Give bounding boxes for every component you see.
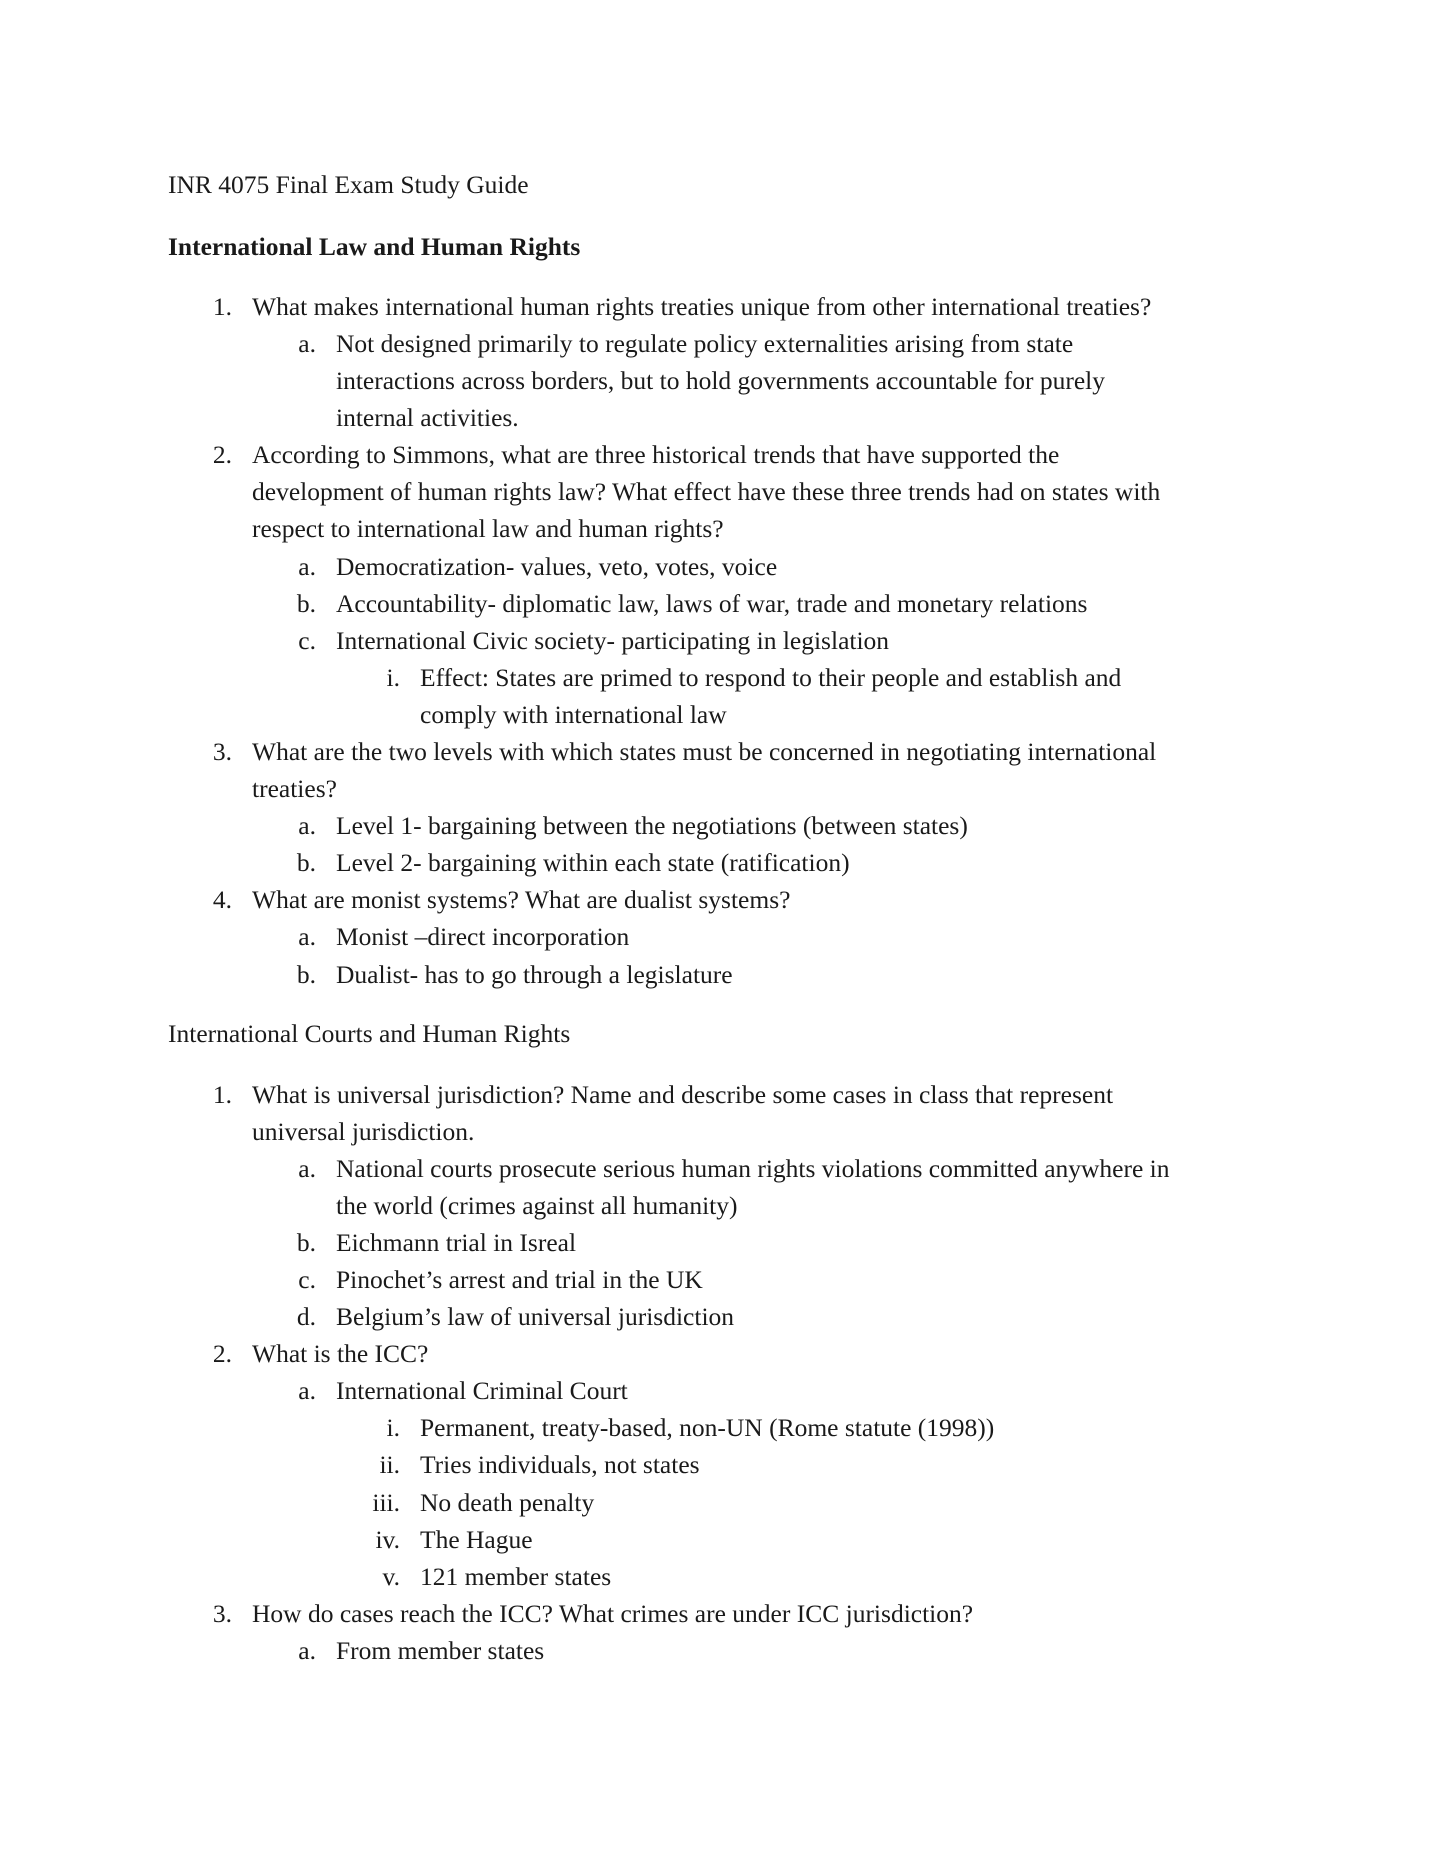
list-letter: a. bbox=[298, 1636, 316, 1665]
list-number: 2. bbox=[212, 440, 232, 469]
answer-text: National courts prosecute serious human rights violations committed anywhere in bbox=[336, 1154, 1170, 1183]
document-title: INR 4075 Final Exam Study Guide bbox=[168, 170, 529, 199]
list-letter: b. bbox=[296, 1228, 316, 1257]
answer-text: Belgium’s law of universal jurisdiction bbox=[336, 1302, 735, 1331]
answer-text: 121 member states bbox=[420, 1562, 612, 1591]
list-letter: b. bbox=[296, 960, 316, 989]
answer-text: International Criminal Court bbox=[336, 1376, 628, 1405]
question-text: What is the ICC? bbox=[252, 1339, 429, 1368]
section-heading: International Courts and Human Rights bbox=[168, 1019, 571, 1048]
answer-text: Effect: States are primed to respond to their people and establish and bbox=[420, 663, 1122, 692]
list-number: 2. bbox=[212, 1339, 232, 1368]
question-text: development of human rights law? What effect have these three trends had on states with bbox=[252, 477, 1161, 506]
answer-text: Level 2- bargaining within each state (ratification) bbox=[336, 848, 850, 877]
answer-text: internal activities. bbox=[336, 403, 519, 432]
answer-text: Pinochet’s arrest and trial in the UK bbox=[336, 1265, 703, 1294]
list-number: 1. bbox=[212, 292, 232, 321]
list-letter: c. bbox=[298, 1265, 316, 1294]
answer-text: No death penalty bbox=[420, 1488, 595, 1517]
question-text: respect to international law and human rights? bbox=[252, 514, 724, 543]
question-text: What is universal jurisdiction? Name and describe some cases in class that represent bbox=[252, 1080, 1114, 1109]
list-number: 3. bbox=[212, 1599, 232, 1628]
question-text: What are monist systems? What are dualist systems? bbox=[252, 885, 791, 914]
list-letter: a. bbox=[298, 922, 316, 951]
answer-text: From member states bbox=[336, 1636, 545, 1665]
list-letter: a. bbox=[298, 1376, 316, 1405]
answer-text: Tries individuals, not states bbox=[420, 1450, 700, 1479]
answer-text: interactions across borders, but to hold governments accountable for purely bbox=[336, 366, 1106, 395]
answer-text: Monist –direct incorporation bbox=[336, 922, 630, 951]
list-roman: iii. bbox=[372, 1488, 400, 1517]
list-letter: a. bbox=[298, 329, 316, 358]
list-number: 3. bbox=[212, 737, 232, 766]
answer-text: Eichmann trial in Isreal bbox=[336, 1228, 577, 1257]
question-text: How do cases reach the ICC? What crimes are under ICC jurisdiction? bbox=[252, 1599, 974, 1628]
section-heading: International Law and Human Rights bbox=[168, 232, 581, 261]
answer-text: Not designed primarily to regulate policy externalities arising from state bbox=[336, 329, 1074, 358]
answer-text: Permanent, treaty-based, non-UN (Rome statute (1998)) bbox=[420, 1413, 995, 1442]
list-roman: v. bbox=[382, 1562, 400, 1591]
answer-text: Accountability- diplomatic law, laws of war, trade and monetary relations bbox=[336, 589, 1088, 618]
question-text: What are the two levels with which states must be concerned in negotiating international bbox=[252, 737, 1157, 766]
list-letter: a. bbox=[298, 552, 316, 581]
list-letter: b. bbox=[296, 848, 316, 877]
question-text: According to Simmons, what are three historical trends that have supported the bbox=[252, 440, 1060, 469]
answer-text: Level 1- bargaining between the negotiations (between states) bbox=[336, 811, 968, 840]
list-letter: d. bbox=[296, 1302, 316, 1331]
answer-text: Dualist- has to go through a legislature bbox=[336, 960, 733, 989]
question-text: What makes international human rights treaties unique from other international treaties? bbox=[252, 292, 1152, 321]
list-letter: c. bbox=[298, 626, 316, 655]
answer-text: Democratization- values, veto, votes, voice bbox=[336, 552, 778, 581]
answer-text: The Hague bbox=[420, 1525, 533, 1554]
list-roman: ii. bbox=[379, 1450, 400, 1479]
question-text: treaties? bbox=[252, 774, 337, 803]
list-letter: a. bbox=[298, 1154, 316, 1183]
list-number: 4. bbox=[212, 885, 232, 914]
answer-text: the world (crimes against all humanity) bbox=[336, 1191, 738, 1220]
answer-text: International Civic society- participating in legislation bbox=[336, 626, 890, 655]
list-roman: iv. bbox=[375, 1525, 400, 1554]
list-roman: i. bbox=[386, 663, 400, 692]
list-roman: i. bbox=[386, 1413, 400, 1442]
list-number: 1. bbox=[212, 1080, 232, 1109]
answer-text: comply with international law bbox=[420, 700, 727, 729]
list-letter: a. bbox=[298, 811, 316, 840]
list-letter: b. bbox=[296, 589, 316, 618]
question-text: universal jurisdiction. bbox=[252, 1117, 475, 1146]
